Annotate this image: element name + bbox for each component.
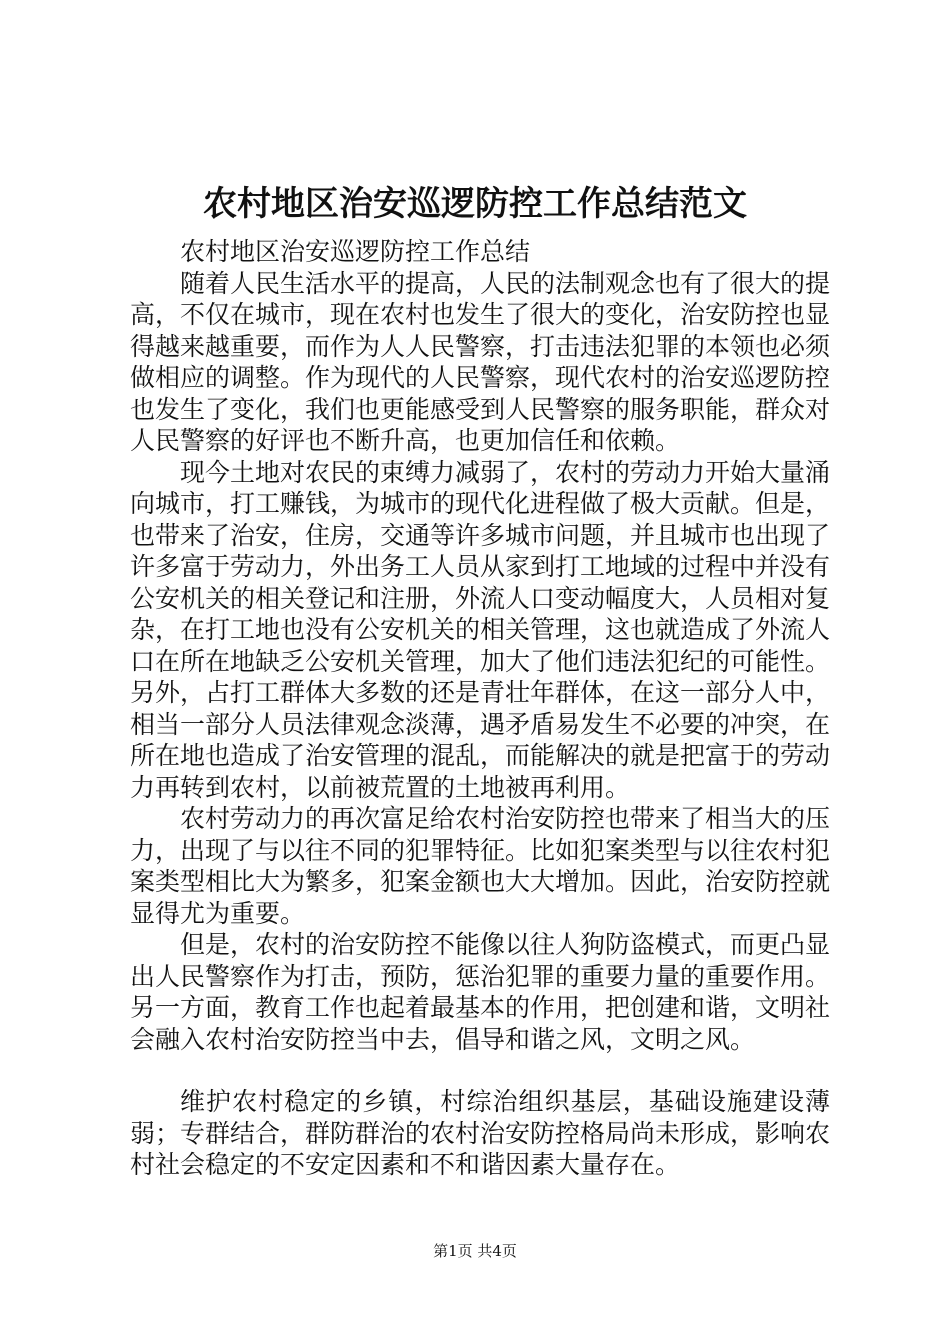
document-body [130,236,830,1181]
body-paragraph-2: 现今土地对农民的束缚力减弱了，农村的劳动力开始大量涌向城市，打工赚钱，为城市的现代化进程做了极大贡献。但是，也带来了治安，住房，交通等许多城市问题，并且城市也出现了许多富于劳动力，外出务工人员从家到打工地域的过程中并没有公安机关的相关登记和注册，外流人口变动幅度大，人员相对复杂，在打工地也没有公安机关的相关管理，这也就造成了外流人口在所在地缺乏公安机关管理，加大了他们违法犯纪的可能性。另外，占打工群体大多数的还是青壮年群体，在这一部分人中，相当一部分人员法律观念淡薄，遇矛盾易发生不必要的冲突，在所在地也造成了治安管理的混乱，而能解决的就是把富于的劳动力再转到农村，以前被荒置的土地被再利用。 [130,457,831,802]
body-paragraph-3: 农村劳动力的再次富足给农村治安防控也带来了相当大的压力，出现了与以往不同的犯罪特征。比如犯案类型与以往农村犯案类型相比大为繁多，犯案金额也大大增加。因此，治安防控就显得尤为重要。 [130,804,831,928]
document-subtitle: 农村地区治安巡逻防控工作总结 [180,237,531,266]
body-paragraph-5: 维护农村稳定的乡镇，村综治组织基层，基础设施建设薄弱；专群结合，群防群治的农村治安防控格局尚未形成，影响农村社会稳定的不安定因素和不和谐因素大量存在。 [130,1087,831,1179]
page-number-footer: 第1页 共4页 [433,1242,517,1260]
body-paragraph-1: 随着人民生活水平的提高，人民的法制观念也有了很大的提高，不仅在城市，现在农村也发生了很大的变化，治安防控也显得越来越重要，而作为人人民警察，打击违法犯罪的本领也必须做相应的调整。作为现代的人民警察，现代农村的治安巡逻防控也发生了变化，我们也更能感受到人民警察的服务职能，群众对人民警察的好评也不断升高，也更加信任和依赖。 [130,268,831,455]
paragraph-spacer [130,1055,830,1086]
body-paragraph-4: 但是，农村的治安防控不能像以往人狗防盗模式，而更凸显出人民警察作为打击，预防，惩治犯罪的重要力量的重要作用。另一方面，教育工作也起着最基本的作用，把创建和谐，文明社会融入农村治安防控当中去，倡导和谐之风，文明之风。 [130,930,831,1054]
document-title: 农村地区治安巡逻防控工作总结范文 [203,184,747,224]
